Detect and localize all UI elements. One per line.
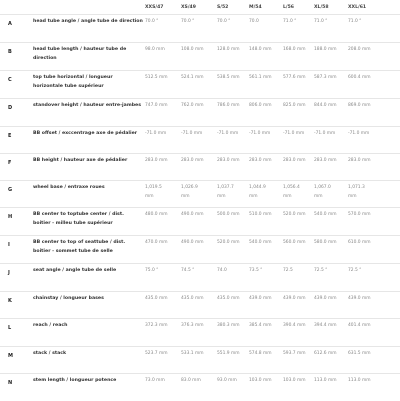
table-cell: 1,067.0 mm [314,185,331,199]
column-header: XXS/47 [145,5,164,10]
row-label: BB center to toptube center / dist. boitier - milleu tube supérieur [33,212,124,226]
table-cell: 524.1 mm [181,75,204,80]
table-row [0,42,400,71]
row-letter: L [8,325,12,331]
table-cell: 208.0 mm [348,47,371,52]
table-cell: 574.8 mm [249,351,272,356]
table-row [0,235,400,264]
row-label: head tube length / hauteur tube de direction [33,47,127,61]
table-cell: 1,056.4 mm [283,185,300,199]
table-cell: 70.0 ° [145,19,159,24]
row-letter: E [8,133,12,139]
table-cell: 439.0 mm [249,296,272,301]
table-cell: 103.0 mm [249,378,272,383]
column-header: XL/58 [314,5,329,10]
table-cell: 786.0 mm [217,103,240,108]
row-letter: H [8,214,13,220]
row-label: stem length / longueur potence [33,378,117,383]
table-cell: 1,071.3 mm [348,185,365,199]
table-cell: 70.0 [249,19,259,24]
table-cell: 71.0 ° [283,19,297,24]
row-letter: N [8,380,13,386]
table-cell: 283.0 mm [145,158,168,163]
table-cell: 470.0 mm [145,240,168,245]
table-cell: 570.0 mm [348,212,371,217]
row-label: seat angle / angle tube de selle [33,268,117,273]
column-header: XXL/61 [348,5,367,10]
table-row [0,180,400,208]
table-cell: 500.0 mm [217,212,240,217]
table-cell: 520.0 mm [217,240,240,245]
table-cell: 510.0 mm [249,212,272,217]
row-letter: D [8,105,13,111]
table-cell: 490.0 mm [181,240,204,245]
row-letter: F [8,160,12,166]
table-row [0,207,400,236]
table-cell: 806.0 mm [249,103,272,108]
table-cell: 283.0 mm [283,158,306,163]
table-cell: 435.0 mm [217,296,240,301]
table-cell: 283.0 mm [217,158,240,163]
table-cell: 747.0 mm [145,103,168,108]
table-row [0,291,400,319]
table-cell: 533.1 mm [181,351,204,356]
table-cell: 825.0 mm [283,103,306,108]
row-label: reach / reach [33,323,68,328]
column-header: S/52 [217,5,229,10]
table-cell: 593.7 mm [283,351,306,356]
table-cell: 73.5 ° [249,268,263,273]
table-cell: 380.3 mm [217,323,240,328]
table-row [0,263,400,292]
table-cell: 283.0 mm [249,158,272,163]
table-cell: 538.5 mm [217,75,240,80]
table-cell: 612.6 mm [314,351,337,356]
row-letter: M [8,353,13,359]
table-cell: 376.3 mm [181,323,204,328]
table-cell: 75.0 ° [145,268,159,273]
row-label: BB height / hauteur axe de pédalier [33,158,128,163]
table-cell: 72.5 [283,268,293,273]
table-cell: 435.0 mm [181,296,204,301]
table-cell: 108.0 mm [181,47,204,52]
row-label: stack / stack [33,351,67,356]
table-row [0,98,400,127]
table-cell: 283.0 mm [348,158,371,163]
table-cell: -71.0 mm [314,131,336,136]
table-cell: 168.0 mm [283,47,306,52]
table-cell: 70.0 ° [181,19,195,24]
table-row [0,70,400,99]
table-cell: 439.0 mm [348,296,371,301]
row-letter: K [8,298,12,304]
table-row [0,346,400,374]
table-cell: 73.0 mm [145,378,165,383]
table-cell: 1,044.9 mm [249,185,266,199]
row-label: BB center to top of seattube / dist. boitier - sommet tube de selle [33,240,126,254]
row-letter: G [8,187,13,193]
table-cell: 561.1 mm [249,75,272,80]
table-cell: 113.0 mm [348,378,371,383]
table-cell: 1,037.7 mm [217,185,234,199]
table-cell: 98.0 mm [145,47,165,52]
table-cell: 439.0 mm [283,296,306,301]
table-cell: 762.0 mm [181,103,204,108]
table-cell: 188.0 mm [314,47,337,52]
column-header: XS/49 [181,5,196,10]
table-cell: -71.0 mm [249,131,271,136]
table-cell: 480.0 mm [145,212,168,217]
column-header: M/54 [249,5,262,10]
table-cell: 71.0 ° [314,19,328,24]
table-cell: 74.5 ° [181,268,195,273]
table-cell: -71.0 mm [181,131,203,136]
table-row [0,126,400,154]
table-cell: -71.0 mm [145,131,167,136]
row-letter: J [8,270,10,276]
table-cell: 577.6 mm [283,75,306,80]
table-cell: 844.0 mm [314,103,337,108]
row-label: chainstay / longueur bases [33,296,104,301]
row-letter: A [8,21,12,27]
table-row [0,14,400,43]
table-cell: 128.0 mm [217,47,240,52]
table-cell: 148.0 mm [249,47,272,52]
column-header: L/56 [283,5,294,10]
table-cell: -71.0 mm [348,131,370,136]
row-label: wheel base / entraxe roues [33,185,105,190]
table-cell: 113.0 mm [314,378,337,383]
row-label: top tube horizontal / longueur horizontale tube supérieur [33,75,113,89]
table-row [0,318,400,347]
table-cell: 72.5 ° [314,268,328,273]
table-cell: 390.4 mm [283,323,306,328]
table-cell: 580.0 mm [314,240,337,245]
table-cell: 490.0 mm [181,212,204,217]
table-cell: 283.0 mm [181,158,204,163]
table-header [0,0,400,14]
table-cell: 74.0 [217,268,227,273]
table-cell: 540.0 mm [314,212,337,217]
table-cell: 523.7 mm [145,351,168,356]
table-cell: 551.9 mm [217,351,240,356]
table-cell: 93.0 mm [217,378,237,383]
table-cell: 83.0 mm [181,378,201,383]
table-cell: 869.0 mm [348,103,371,108]
row-label: BB offset / exccentrage axe de pédalier [33,131,138,136]
table-cell: 631.5 mm [348,351,371,356]
table-cell: 401.4 mm [348,323,371,328]
table-cell: -71.0 mm [283,131,305,136]
table-cell: 512.5 mm [145,75,168,80]
table-cell: 70.0 ° [217,19,231,24]
table-row [0,153,400,181]
table-cell: 610.0 mm [348,240,371,245]
table-cell: 600.4 mm [348,75,371,80]
table-cell: 540.0 mm [249,240,272,245]
table-cell: 283.0 mm [314,158,337,163]
row-letter: C [8,77,12,83]
row-label: standover height / hauteur entre-jambes [33,103,142,108]
table-cell: 372.3 mm [145,323,168,328]
table-cell: 385.4 mm [249,323,272,328]
table-cell: 439.0 mm [314,296,337,301]
table-row [0,373,400,401]
table-cell: 520.0 mm [283,212,306,217]
table-cell: 435.0 mm [145,296,168,301]
table-cell: -71.0 mm [217,131,239,136]
row-letter: B [8,49,12,55]
table-cell: 1,026.9 mm [181,185,198,199]
table-cell: 587.3 mm [314,75,337,80]
table-cell: 560.0 mm [283,240,306,245]
table-cell: 103.0 mm [283,378,306,383]
row-letter: I [8,242,10,248]
table-cell: 1,019.5 mm [145,185,162,199]
table-cell: 394.4 mm [314,323,337,328]
row-label: head tube angle / angle tube de direction [33,19,143,24]
table-cell: 71.0 ° [348,19,362,24]
table-cell: 72.5 ° [348,268,362,273]
